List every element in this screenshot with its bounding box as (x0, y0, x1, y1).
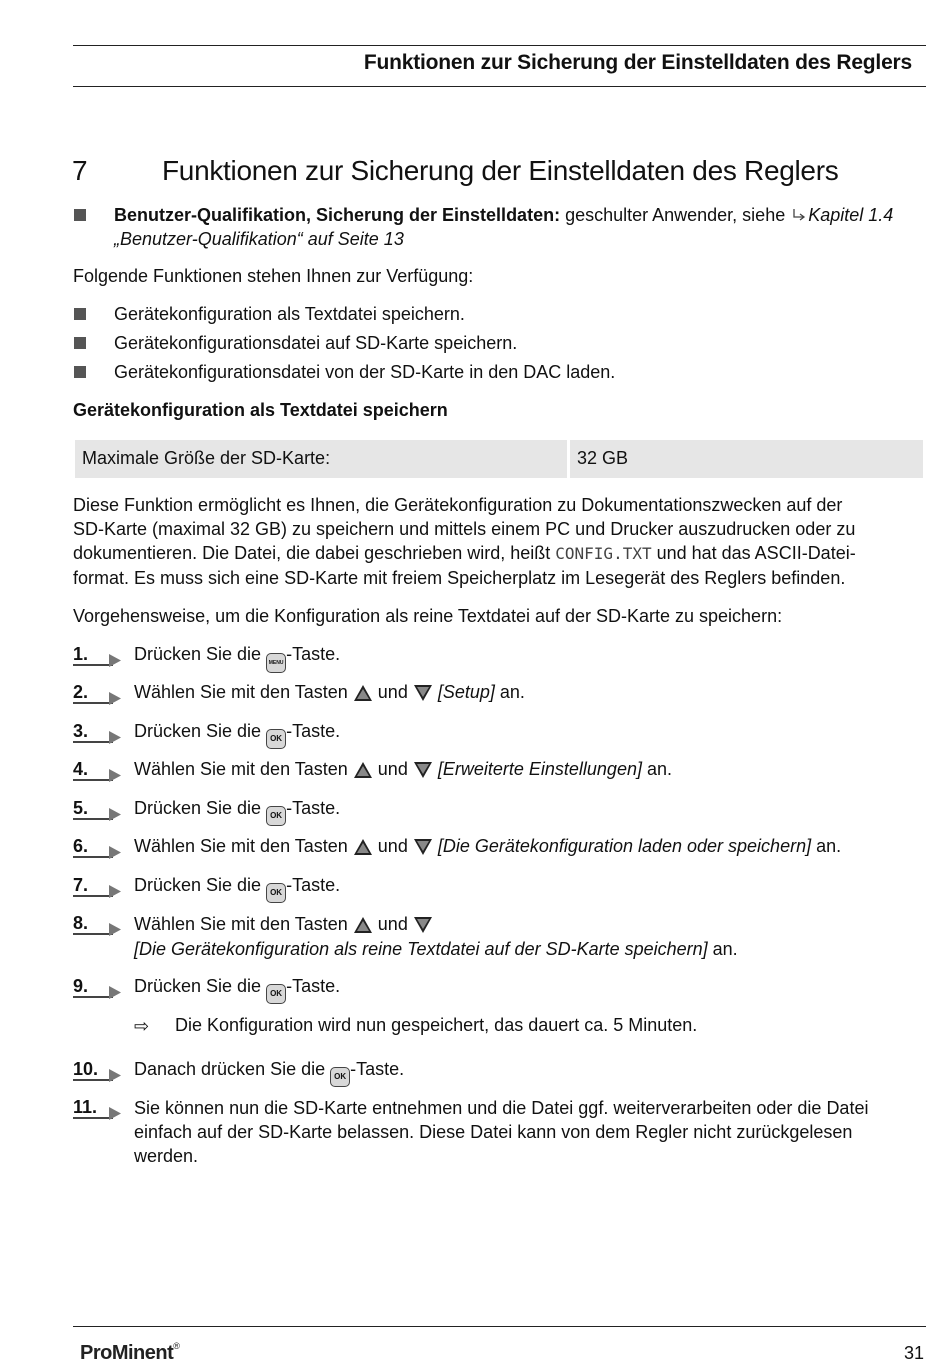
step-number: 7. (73, 875, 89, 895)
footer-rule (73, 1326, 926, 1327)
arrow-down-key-icon (413, 682, 433, 702)
step-arrow-icon (73, 767, 123, 783)
qualification-line-1 (114, 204, 893, 226)
step-text: Drücken Sie die OK -Taste. (134, 874, 340, 903)
step-text: Wählen Sie mit den Tasten und [Setup] an. (134, 682, 525, 702)
running-header: Funktionen zur Sicherung der Einstelldaten des Reglers (363, 51, 912, 74)
step-number: 4. (73, 759, 89, 779)
arrow-up-key-icon (353, 914, 373, 934)
step-number: 8. (73, 913, 89, 933)
step-number: 1. (73, 644, 89, 664)
menu-key-icon: MENU (266, 653, 286, 673)
step-arrow-icon (73, 690, 123, 706)
qualification-label: Benutzer-Qualifikation, Sicherung der Einstelldaten: (114, 205, 561, 225)
description-text: dokumentieren. Die Datei, die dabei geschrieben wird, heißt (73, 543, 556, 563)
step-arrow-icon (73, 729, 123, 745)
step-arrow-icon (73, 883, 123, 899)
description-line: format. Es muss sich eine SD-Karte mit freiem Speicherplatz im Lesegerät des Reglers befinden. (73, 568, 846, 588)
prominent-logo: ProMinent® (80, 1341, 180, 1364)
arrow-down-key-icon (413, 759, 433, 779)
step-number: 6. (73, 836, 89, 856)
chapter-reference-link-continued[interactable]: „Benutzer-Qualifikation“ auf Seite 13 (114, 229, 404, 249)
description-line: SD-Karte (maximal 32 GB) zu speichern und mittels einem PC und Drucker auszudrucken oder zu (73, 519, 856, 539)
step-text: Wählen Sie mit den Tasten und [Erweiterte Einstellungen] an. (134, 759, 672, 779)
step-arrow-icon (73, 1067, 123, 1083)
step-text: Drücken Sie die OK -Taste. (134, 975, 340, 1004)
step-text (134, 1096, 868, 1168)
ok-key-icon: OK (266, 806, 286, 826)
function-item: Gerätekonfigurationsdatei auf SD-Karte speichern. (114, 333, 518, 353)
step-arrow-icon (73, 844, 123, 860)
bullet-square (74, 366, 86, 378)
ok-key-icon: OK (266, 984, 286, 1004)
result-text: Die Konfiguration wird nun gespeichert, das dauert ca. 5 Minuten. (175, 1015, 698, 1035)
bullet-square (74, 337, 86, 349)
step-number: 5. (73, 798, 89, 818)
function-item: Gerätekonfiguration als Textdatei speichern. (114, 304, 465, 324)
spec-value: 32 GB (577, 448, 629, 468)
step-number: 11. (73, 1097, 98, 1117)
header-top-rule (73, 45, 926, 46)
ok-key-icon: OK (266, 729, 286, 749)
step-arrow-icon (73, 806, 123, 822)
step-text: Wählen Sie mit den Tasten und [Die Gerätekonfiguration als reine Textdatei auf der SD-Karte speichern] an. (134, 914, 738, 959)
arrow-up-key-icon (353, 682, 373, 702)
description-line: Diese Funktion ermöglicht es Ihnen, die Gerätekonfiguration zu Dokumentationszwecken auf der (73, 495, 843, 515)
arrow-down-key-icon (413, 914, 433, 934)
step-text-line: einfach auf der SD-Karte belassen. Diese Datei kann von dem Regler nicht zurückgelesen (134, 1122, 853, 1142)
bullet-square (74, 308, 86, 320)
step-arrow-icon (73, 984, 123, 1000)
description-text: und hat das ASCII-Datei- (651, 543, 856, 563)
spec-label: Maximale Größe der SD-Karte: (82, 448, 331, 468)
menu-path: [Die Gerätekonfiguration als reine Textdatei auf der SD-Karte speichern] (134, 939, 708, 959)
step-text: Wählen Sie mit den Tasten und [Die Gerätekonfiguration laden oder speichern] an. (134, 836, 842, 856)
menu-path: [Die Gerätekonfiguration laden oder speichern] (437, 836, 812, 856)
step-number: 10. (73, 1059, 99, 1079)
filename-code: CONFIG.TXT (555, 544, 652, 563)
arrow-up-key-icon (353, 836, 373, 856)
chapter-number: 7 (72, 155, 88, 186)
spec-table-label-cell (75, 440, 567, 478)
qualification-text: geschulter Anwender, siehe (560, 205, 791, 225)
step-arrow-icon (73, 921, 123, 937)
step-arrow-icon (73, 1105, 123, 1121)
functions-intro: Folgende Funktionen stehen Ihnen zur Verfügung: (73, 266, 474, 286)
step-number: 3. (73, 721, 89, 741)
ok-key-icon: OK (266, 883, 286, 903)
header-bottom-rule (73, 86, 926, 87)
step-text: Danach drücken Sie die OK -Taste. (134, 1058, 404, 1087)
section-heading: Gerätekonfiguration als Textdatei speichern (73, 400, 448, 420)
arrow-down-key-icon (413, 836, 433, 856)
bullet-square (74, 209, 86, 221)
page-number: 31 (903, 1343, 924, 1363)
menu-path: [Erweiterte Einstellungen] (437, 759, 642, 779)
procedure-intro: Vorgehensweise, um die Konfiguration als reine Textdatei auf der SD-Karte zu speichern: (73, 606, 783, 626)
ok-key-icon: OK (330, 1067, 350, 1087)
step-number: 9. (73, 976, 89, 996)
arrow-hook-icon (790, 205, 808, 225)
menu-path: [Setup] (437, 682, 495, 702)
result-arrow-icon: ⇨ (134, 1016, 150, 1036)
step-text: Drücken Sie die OK -Taste. (134, 720, 340, 749)
chapter-title: Funktionen zur Sicherung der Einstelldaten des Reglers (162, 155, 839, 186)
arrow-up-key-icon (353, 759, 373, 779)
chapter-reference-link[interactable]: Kapitel 1.4 (808, 205, 894, 225)
step-text-line: werden. (134, 1146, 199, 1166)
step-number: 2. (73, 682, 89, 702)
description-line (73, 542, 856, 565)
step-text: Drücken Sie die OK -Taste. (134, 797, 340, 826)
function-item: Gerätekonfigurationsdatei von der SD-Karte in den DAC laden. (114, 362, 616, 382)
spec-table-value-cell (570, 440, 923, 478)
step-text-line: Sie können nun die SD-Karte entnehmen und die Datei ggf. weiterverarbeiten oder die Datei (134, 1098, 869, 1118)
step-text: Drücken Sie die MENU -Taste. (134, 643, 340, 673)
step-arrow-icon (73, 652, 123, 668)
